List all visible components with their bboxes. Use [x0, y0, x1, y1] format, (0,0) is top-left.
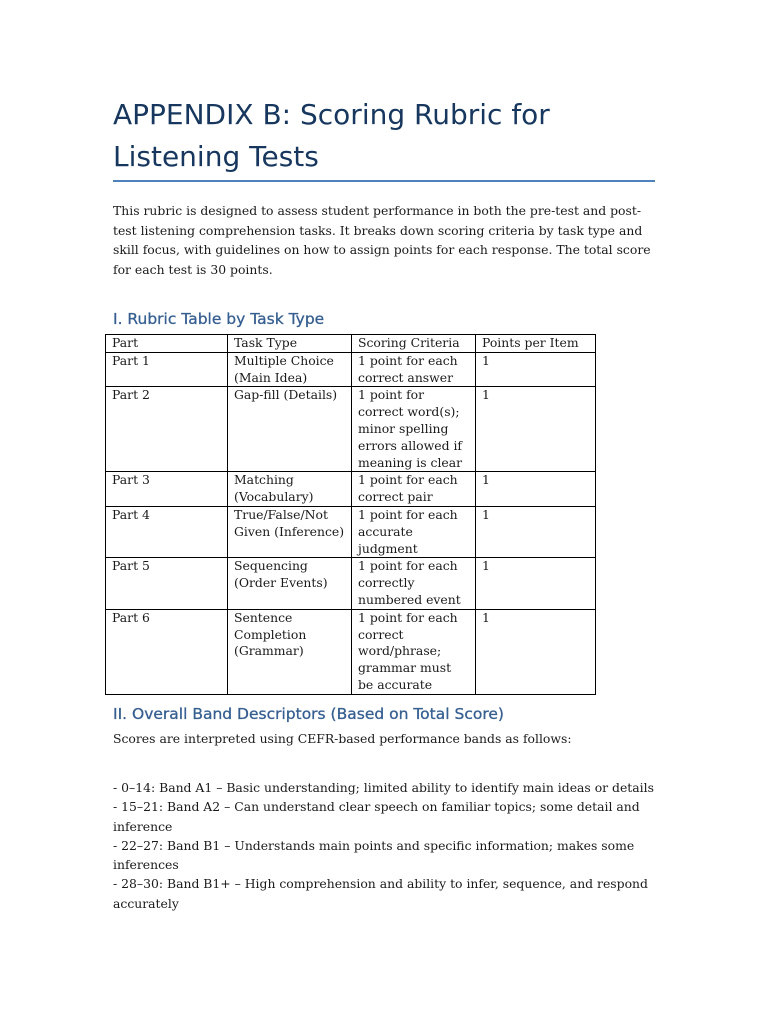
- table-cell-points: 1: [476, 609, 596, 694]
- section-heading-band-descriptors: II. Overall Band Descriptors (Based on Total Score): [113, 705, 504, 723]
- table-header-cell: Part: [106, 335, 228, 353]
- section-heading-rubric-table: I. Rubric Table by Task Type: [113, 310, 325, 328]
- table-row: [106, 506, 596, 557]
- table-cell-criteria: 1 point for each correct answer: [352, 352, 476, 387]
- list-item: - 22–27: Band B1 – Understands main points and specific information; makes some inferences: [113, 837, 635, 873]
- table-cell-part: Part 4: [106, 506, 228, 557]
- table-cell-points: 1: [476, 558, 596, 609]
- table-cell-part: Part 5: [106, 558, 228, 609]
- table-row: [106, 352, 596, 387]
- table-cell-task-type: True/False/Not Given (Inference): [228, 506, 352, 557]
- table-header-cell: Points per Item: [476, 335, 596, 353]
- table-cell-points: 1: [476, 352, 596, 387]
- table-cell-points: 1: [476, 506, 596, 557]
- list-item: - 15–21: Band A2 – Can understand clear speech on familiar topics; some detail and inference: [113, 799, 640, 834]
- table-cell-points: 1: [476, 472, 596, 507]
- list-item: - 28–30: Band B1+ – High comprehension and ability to infer, sequence, and respond accurately: [113, 876, 648, 911]
- table-header-cell: Scoring Criteria: [352, 335, 476, 353]
- page-title: APPENDIX B: Scoring Rubric for Listening Tests: [113, 98, 550, 173]
- title-divider: [113, 180, 655, 182]
- table-cell-part: Part 2: [106, 387, 228, 472]
- table-row: [106, 609, 596, 694]
- table-cell-task-type: Sequencing (Order Events): [228, 558, 352, 609]
- table-cell-points: 1: [476, 387, 596, 472]
- table-cell-criteria: 1 point for each correctly numbered event: [352, 558, 476, 609]
- table-cell-part: Part 3: [106, 472, 228, 507]
- table-row: [106, 387, 596, 472]
- table-row: [106, 472, 596, 507]
- table-cell-criteria: 1 point for correct word(s); minor spelling errors allowed if meaning is clear: [352, 387, 476, 472]
- table-cell-task-type: Gap-fill (Details): [228, 387, 352, 472]
- band-list: [113, 778, 658, 913]
- intro-paragraph: This rubric is designed to assess student performance in both the pre-test and post-test listening comprehension tasks. It breaks down scoring criteria by task type and skill focus, with guidelines on how to assign points for each response. The total score for each test is 30 points.: [113, 203, 651, 277]
- table-cell-criteria: 1 point for each correct word/phrase; grammar must be accurate: [352, 609, 476, 694]
- table-header-cell: Task Type: [228, 335, 352, 353]
- table-cell-part: Part 6: [106, 609, 228, 694]
- list-item: - 0–14: Band A1 – Basic understanding; limited ability to identify main ideas or details: [113, 780, 654, 795]
- table-row: [106, 558, 596, 609]
- table-cell-criteria: 1 point for each correct pair: [352, 472, 476, 507]
- table-cell-part: Part 1: [106, 352, 228, 387]
- table-cell-criteria: 1 point for each accurate judgment: [352, 506, 476, 557]
- rubric-table: [105, 334, 596, 695]
- table-cell-task-type: Sentence Completion (Grammar): [228, 609, 352, 694]
- table-header-row: [106, 335, 596, 353]
- band-intro-text: Scores are interpreted using CEFR-based performance bands as follows:: [113, 731, 572, 746]
- table-cell-task-type: Multiple Choice (Main Idea): [228, 352, 352, 387]
- table-cell-task-type: Matching (Vocabulary): [228, 472, 352, 507]
